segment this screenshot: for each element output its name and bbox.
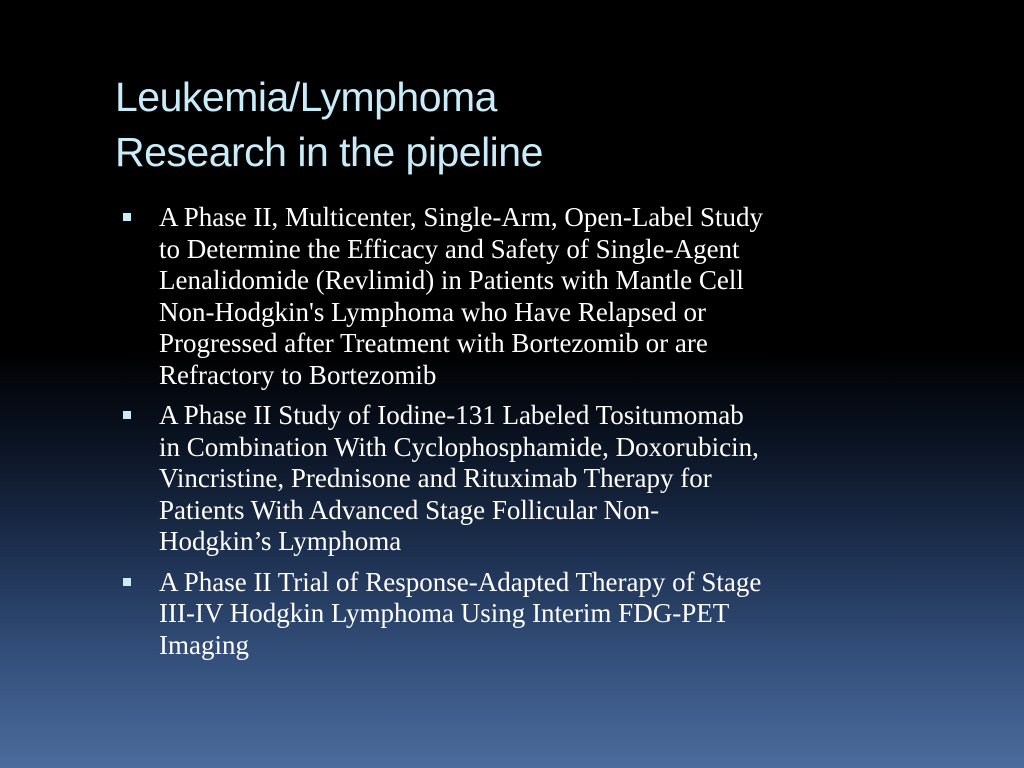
bullet-text	[159, 400, 978, 558]
bullet-line: Non-Hodgkin's Lymphoma who Have Relapsed or	[159, 296, 707, 327]
bullet-text	[159, 202, 978, 391]
bullet-line: III-IV Hodgkin Lymphoma Using Interim FDG-PET	[159, 598, 730, 628]
bullet-line: Vincristine, Prednisone and Rituximab Therapy for	[159, 463, 712, 493]
bullet-line: Refractory to Bortezomib	[159, 359, 437, 390]
title-line-1: Leukemia/Lymphoma	[115, 74, 497, 120]
bullet-line: Lenalidomide (Revlimid) in Patients with Mantle Cell	[159, 265, 744, 295]
bullet-line: to Determine the Efficacy and Safety of Single-Agent	[159, 233, 740, 264]
bullet-text	[159, 567, 978, 662]
bullet-line: Imaging	[159, 629, 249, 660]
bullet-line: A Phase II, Multicenter, Single-Arm, Open-Label Study	[159, 202, 764, 232]
slide-title	[115, 70, 975, 180]
bullet-item-3	[118, 567, 978, 662]
bullet-list	[118, 202, 978, 670]
bullet-item-2	[118, 400, 978, 558]
bullet-line: Hodgkin’s Lymphoma	[159, 526, 402, 556]
bullet-line: A Phase II Study of Iodine-131 Labeled Tositumomab	[159, 400, 744, 430]
bullet-item-1	[118, 202, 978, 391]
bullet-line: Progressed after Treatment with Bortezomib or are	[159, 328, 708, 358]
square-bullet-icon	[123, 411, 131, 419]
bullet-line: Patients With Advanced Stage Follicular Non-	[159, 494, 660, 525]
square-bullet-icon	[123, 578, 131, 586]
square-bullet-icon	[123, 213, 131, 221]
bullet-line: A Phase II Trial of Response-Adapted Therapy of Stage	[159, 566, 762, 597]
bullet-line: in Combination With Cyclophosphamide, Doxorubicin,	[159, 431, 759, 462]
title-line-2: Research in the pipeline	[115, 129, 543, 175]
